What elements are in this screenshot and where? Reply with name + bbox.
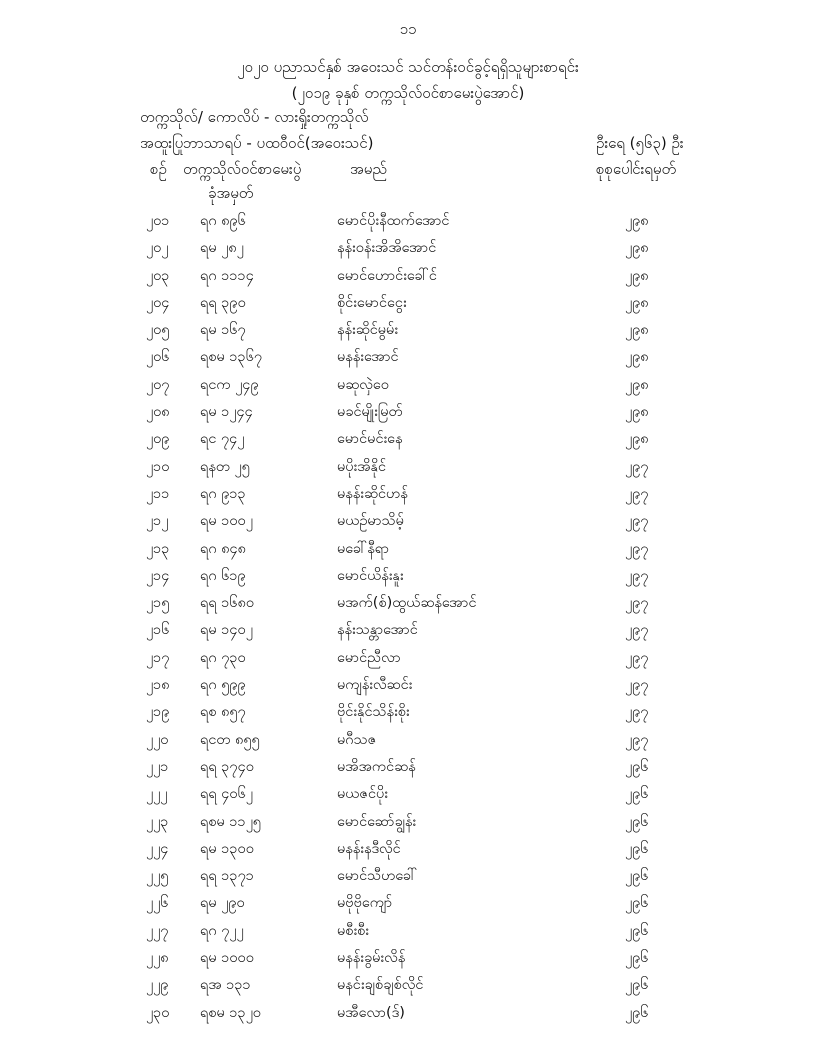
serial-cell: ၂၀၈ bbox=[146, 404, 170, 421]
table-row bbox=[0, 894, 816, 921]
table-row bbox=[0, 621, 816, 648]
student-name-cell: မယဉ်မာသိမ့် bbox=[337, 513, 404, 530]
student-name-cell: နန်းဆိုင်မွမ်း bbox=[337, 322, 399, 339]
total-marks-cell: ၂၉၈ bbox=[625, 294, 649, 311]
total-count: ဦးရေ (၅၆၃) ဦး bbox=[596, 134, 684, 152]
student-name-cell: မခင်မျိုးမြတ် bbox=[337, 404, 403, 421]
roll-number-cell: ရမ ၁၀၀၀ bbox=[200, 950, 254, 967]
serial-cell: ၂၀၃ bbox=[146, 267, 170, 284]
total-marks-cell: ၂၉၇ bbox=[625, 540, 649, 557]
serial-cell: ၂၀၅ bbox=[146, 322, 170, 339]
serial-cell: ၂၀၁ bbox=[146, 213, 170, 229]
roll-number-cell: ရမ ၁၂၄၄ bbox=[200, 404, 253, 421]
student-name-cell: မအက်(စ်)ထွယ်ဆန်အောင် bbox=[337, 595, 477, 612]
page-number: ၁၁ bbox=[399, 20, 417, 38]
total-marks-cell: ၂၉၇ bbox=[625, 595, 649, 612]
total-marks-cell: ၂၉၇ bbox=[625, 485, 649, 502]
student-name-cell: မောင်ဟောင်းခေါ်င် bbox=[337, 267, 437, 284]
student-name-cell: နန်းဝန်းအိအိအောင် bbox=[337, 240, 437, 257]
table-row bbox=[0, 676, 816, 703]
total-marks-cell: ၂၉၈ bbox=[625, 349, 649, 366]
total-marks-cell: ၂၉၈ bbox=[625, 431, 649, 448]
serial-cell: ၂၁၈ bbox=[146, 677, 170, 694]
roll-number-cell: ရဂ ၇၃၀ bbox=[200, 649, 246, 666]
table-row bbox=[0, 294, 816, 321]
table-row bbox=[0, 813, 816, 840]
roll-number-cell: ရစမ ၁၁၂၅ bbox=[200, 813, 261, 830]
roll-number-cell: ရမ ၁၃၀၀ bbox=[200, 840, 254, 857]
total-marks-cell: ၂၉၆ bbox=[625, 758, 649, 775]
serial-cell: ၂၂၆ bbox=[146, 895, 169, 912]
serial-cell: ၂၃၀ bbox=[146, 1004, 170, 1021]
roll-number-cell: ရငက ၂၄၉ bbox=[200, 376, 259, 393]
roll-number-cell: ရနတ ၂၅ bbox=[200, 458, 250, 475]
roll-number-cell: ရဂ ၇၂၂ bbox=[200, 922, 244, 939]
serial-cell: ၂၁၆ bbox=[146, 622, 170, 639]
student-name-cell: မခေါ်နီရာ bbox=[337, 540, 390, 557]
table-row bbox=[0, 403, 816, 430]
table-row bbox=[0, 321, 816, 348]
serial-cell: ၂၁၇ bbox=[146, 649, 170, 666]
column-header-name: အမည် bbox=[350, 160, 387, 178]
total-marks-cell: ၂၉၆ bbox=[625, 950, 649, 967]
student-name-cell: မပိုးအိနိုင် bbox=[337, 458, 387, 475]
department-label: အထူးပြုဘာသာရပ် - ပထဝီဝင်(အဝေးသင်) bbox=[140, 134, 374, 152]
roll-number-cell: ရမ ၁၀၀၂ bbox=[200, 513, 253, 530]
roll-number-cell: ရမ ၁၆၇ bbox=[200, 322, 246, 339]
table-row bbox=[0, 922, 816, 949]
serial-cell: ၂၂၈ bbox=[146, 950, 169, 967]
serial-cell: ၂၁၁ bbox=[146, 485, 170, 502]
student-name-cell: မနန်းခွမ်းလိန် bbox=[337, 950, 406, 967]
title-line-2: (၂၀၁၉ ခုနှစ် တက္ကသိုလ်ဝင်စာမေးပွဲအောင်) bbox=[291, 84, 525, 102]
roll-number-cell: ရစမ ၁၃၆၇ bbox=[200, 349, 263, 366]
table-row bbox=[0, 649, 816, 676]
serial-cell: ၂၂၇ bbox=[146, 922, 169, 939]
serial-cell: ၂၂၁ bbox=[146, 758, 169, 775]
total-marks-cell: ၂၉၆ bbox=[625, 1004, 649, 1021]
student-name-cell: မောင်သီဟခေါ် bbox=[337, 868, 418, 885]
roll-number-cell: ရရ ၄၀၆၂ bbox=[200, 786, 253, 803]
roll-number-cell: ရဂ ၉၁၃ bbox=[200, 485, 246, 502]
roll-number-cell: ရမ ၂၉၀ bbox=[200, 895, 245, 912]
serial-cell: ၂၂၅ bbox=[146, 868, 169, 885]
table-row bbox=[0, 703, 816, 730]
student-name-cell: မဂီသဇ bbox=[337, 731, 377, 748]
serial-cell: ၂၂၄ bbox=[146, 840, 169, 857]
total-marks-cell: ၂၉၇ bbox=[625, 567, 649, 584]
total-marks-cell: ၂၉၆ bbox=[625, 868, 649, 885]
serial-cell: ၂၀၆ bbox=[146, 349, 170, 366]
total-marks-cell: ၂၉၈ bbox=[625, 322, 649, 339]
serial-cell: ၂၀၉ bbox=[146, 431, 170, 448]
table-row bbox=[0, 976, 816, 1003]
table-row bbox=[0, 1004, 816, 1031]
roll-number-cell: ရဂ ၁၁၁၄ bbox=[200, 267, 254, 284]
table-row bbox=[0, 785, 816, 812]
university-label: တက္ကသိုလ်/ ကောလိပ် - လားရှိုးတက္ကသိုလ် bbox=[140, 108, 369, 126]
table-row bbox=[0, 512, 816, 539]
student-name-cell: မကျန်းလီဆင်း bbox=[337, 677, 413, 694]
roll-number-cell: ရဂ ၈၄၈ bbox=[200, 540, 246, 557]
column-header-roll-number-line2: ခုံအမှတ် bbox=[208, 184, 254, 202]
total-marks-cell: ၂၉၈ bbox=[625, 267, 649, 284]
roll-number-cell: ရင ၇၄၂ bbox=[200, 431, 245, 448]
roll-number-cell: ရစမ ၁၃၂၀ bbox=[200, 1004, 261, 1021]
roll-number-cell: ရမ ၂၈၂ bbox=[200, 240, 244, 257]
total-marks-cell: ၂၉၇ bbox=[625, 704, 649, 721]
serial-cell: ၂၀၇ bbox=[146, 376, 170, 393]
student-name-cell: စိုင်းမောင်ငွေး bbox=[337, 294, 407, 311]
table-row bbox=[0, 567, 816, 594]
serial-cell: ၂၁၂ bbox=[146, 513, 169, 530]
serial-cell: ၂၁၅ bbox=[146, 595, 170, 612]
table-row bbox=[0, 840, 816, 867]
serial-cell: ၂၂၀ bbox=[146, 731, 169, 748]
table-row bbox=[0, 485, 816, 512]
total-marks-cell: ၂၉၆ bbox=[625, 786, 649, 803]
total-marks-cell: ၂၉၈ bbox=[625, 404, 649, 421]
serial-cell: ၂၂၉ bbox=[146, 977, 169, 994]
serial-cell: ၂၁၉ bbox=[146, 704, 170, 721]
total-marks-cell: ၂၉၇ bbox=[625, 513, 649, 530]
total-marks-cell: ၂၉၇ bbox=[625, 649, 649, 666]
student-name-cell: မဆုလှဲဝေ bbox=[337, 376, 389, 393]
table-row bbox=[0, 267, 816, 294]
student-name-cell: နန်းသန္တာအောင် bbox=[337, 622, 418, 639]
table-row bbox=[0, 376, 816, 403]
total-marks-cell: ၂၉၆ bbox=[625, 977, 649, 994]
roll-number-cell: ရအ ၁၃၁ bbox=[200, 977, 251, 994]
total-marks-cell: ၂၉၈ bbox=[625, 376, 649, 393]
table-row bbox=[0, 212, 816, 239]
total-marks-cell: ၂၉၇ bbox=[625, 622, 649, 639]
total-marks-cell: ၂၉၇ bbox=[625, 731, 649, 748]
column-header-total-marks: စုစုပေါင်းရမှတ် bbox=[596, 160, 677, 178]
serial-cell: ၂၀၄ bbox=[146, 294, 170, 311]
title-line-1: ၂၀၂၀ ပညာသင်နှစ် အဝေးသင် သင်တန်းဝင်ခွင့်ရရှိသူများစာရင်း bbox=[237, 58, 579, 76]
table-row bbox=[0, 348, 816, 375]
total-marks-cell: ၂၉၆ bbox=[625, 895, 649, 912]
student-name-cell: မနင်းချစ်ချစ်လိုင် bbox=[337, 977, 424, 994]
table-row bbox=[0, 540, 816, 567]
serial-cell: ၂၂၂ bbox=[146, 786, 168, 803]
student-name-cell: မဗိုဗိုကျော် bbox=[337, 895, 393, 912]
roll-number-cell: ရဂ ၈၉၆ bbox=[200, 213, 246, 229]
table-row bbox=[0, 594, 816, 621]
student-name-cell: မနန်းဆိုင်ဟန် bbox=[337, 485, 408, 502]
roll-number-cell: ရငတ ၈၅၅ bbox=[200, 731, 260, 748]
column-header-roll-number: တက္ကသိုလ်ဝင်စာမေးပွဲ bbox=[183, 160, 302, 178]
student-name-cell: မနန်းနဒီလိုင် bbox=[337, 840, 401, 857]
student-list bbox=[0, 212, 816, 1031]
serial-cell: ၂၀၂ bbox=[146, 240, 169, 257]
roll-number-cell: ရရ ၁၃၇၁ bbox=[200, 868, 254, 885]
total-marks-cell: ၂၉၆ bbox=[625, 813, 649, 830]
serial-cell: ၂၁၄ bbox=[146, 567, 170, 584]
total-marks-cell: ၂၉၆ bbox=[625, 840, 649, 857]
student-name-cell: မောင်ယိန်းနူး bbox=[337, 567, 404, 584]
serial-cell: ၂၁၀ bbox=[146, 458, 170, 475]
table-row bbox=[0, 758, 816, 785]
column-header-serial: စဉ် bbox=[150, 160, 167, 178]
total-marks-cell: ၂၉၈ bbox=[625, 240, 649, 257]
total-marks-cell: ၂၉၆ bbox=[625, 922, 649, 939]
table-row bbox=[0, 867, 816, 894]
student-name-cell: မောင်ညီလာ bbox=[337, 649, 401, 666]
roll-number-cell: ရစ ၈၅၇ bbox=[200, 704, 246, 721]
student-name-cell: မအီလော(ဒ်) bbox=[337, 1004, 405, 1021]
total-marks-cell: ၂၉၈ bbox=[625, 213, 649, 229]
student-name-cell: မစီးစီး bbox=[337, 922, 369, 939]
serial-cell: ၂၂၃ bbox=[146, 813, 169, 830]
student-name-cell: ဗိုင်းနိုင်သိန်းစိုး bbox=[337, 704, 410, 721]
student-name-cell: မနန်းအောင် bbox=[337, 349, 399, 366]
total-marks-cell: ၂၉၇ bbox=[625, 677, 649, 694]
roll-number-cell: ရရ ၃၇၄၀ bbox=[200, 758, 254, 775]
roll-number-cell: ရရ ၃၉၀ bbox=[200, 294, 246, 311]
student-name-cell: မအိအကင်ဆန် bbox=[337, 758, 416, 775]
roll-number-cell: ရရ ၁၆၈၀ bbox=[200, 595, 255, 612]
table-row bbox=[0, 239, 816, 266]
total-marks-cell: ၂၉၇ bbox=[625, 458, 649, 475]
student-name-cell: မယဇင်ပိုး bbox=[337, 786, 388, 803]
table-row bbox=[0, 430, 816, 457]
table-row bbox=[0, 731, 816, 758]
serial-cell: ၂၁၃ bbox=[146, 540, 170, 557]
table-row bbox=[0, 458, 816, 485]
roll-number-cell: ရဂ ၅၉၉ bbox=[200, 677, 246, 694]
student-name-cell: မောင်ပိုးနီထက်အောင် bbox=[337, 213, 450, 229]
roll-number-cell: ရမ ၁၄၀၂ bbox=[200, 622, 253, 639]
student-name-cell: မောင်မင်းနေ bbox=[337, 431, 403, 448]
roll-number-cell: ရဂ ၆၁၉ bbox=[200, 567, 246, 584]
table-row bbox=[0, 949, 816, 976]
student-name-cell: မောင်ဆော်ချွန်း bbox=[337, 813, 417, 830]
